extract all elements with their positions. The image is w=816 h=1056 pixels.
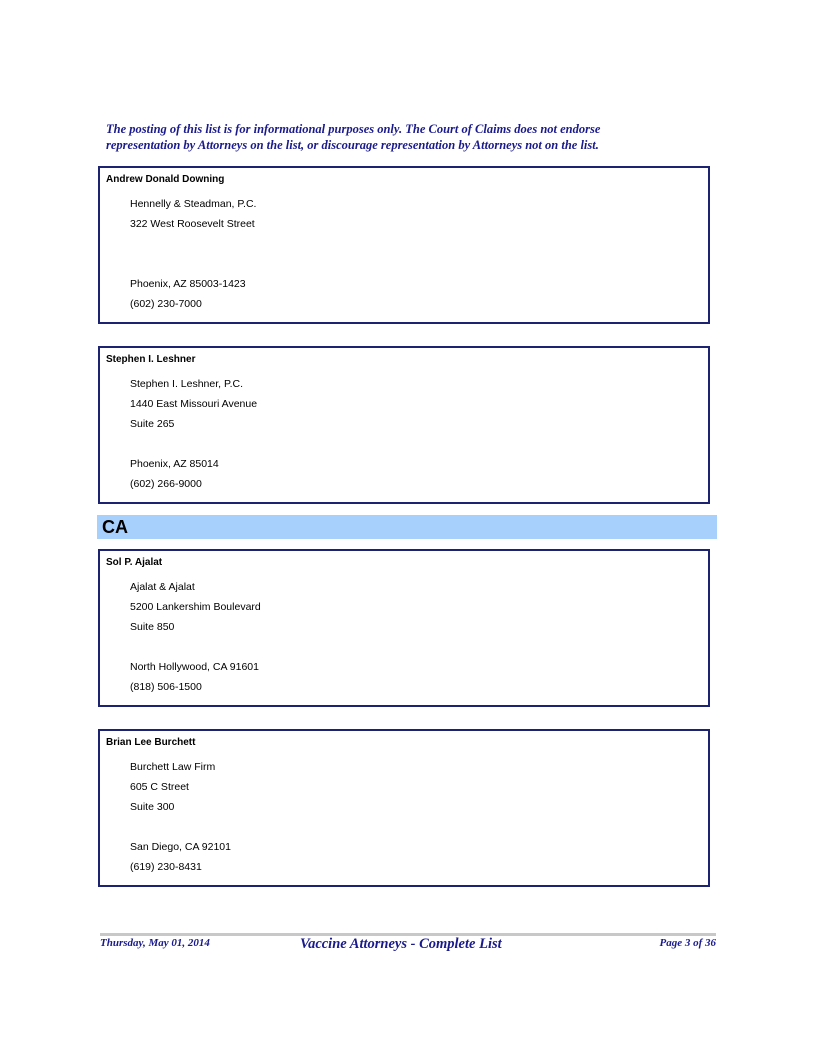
attorney-name: Stephen I. Leshner [106, 354, 196, 365]
attorney-city-state-zip: Phoenix, AZ 85014 [130, 458, 219, 470]
disclaimer-line-1: The posting of this list is for informational purposes only. The Court of Claims does not endorse [106, 122, 601, 136]
state-section-header [97, 515, 717, 539]
attorney-phone: (619) 230-8431 [130, 861, 202, 873]
attorney-city-state-zip: Phoenix, AZ 85003-1423 [130, 278, 246, 290]
attorney-name: Brian Lee Burchett [106, 737, 196, 748]
footer-date: Thursday, May 01, 2014 [100, 937, 210, 949]
attorney-card [98, 729, 710, 887]
attorney-address-1: 1440 East Missouri Avenue [130, 398, 258, 410]
attorney-phone: (602) 230-7000 [130, 298, 202, 310]
footer-page-number: Page 3 of 36 [659, 937, 716, 949]
attorney-city-state-zip: North Hollywood, CA 91601 [130, 661, 259, 673]
attorney-firm: Stephen I. Leshner, P.C. [130, 378, 244, 390]
state-label: CA [102, 517, 128, 537]
attorney-address-2: Suite 265 [130, 418, 175, 430]
attorney-address-2: Suite 300 [130, 801, 175, 813]
attorney-card [98, 549, 710, 707]
attorney-card [98, 166, 710, 324]
attorney-phone: (602) 266-9000 [130, 478, 202, 490]
attorney-firm: Burchett Law Firm [130, 761, 216, 773]
attorney-card [98, 346, 710, 504]
disclaimer [106, 121, 726, 153]
disclaimer-line-2: representation by Attorneys on the list, or discourage representation by Attorneys not on the list. [106, 138, 599, 152]
attorney-address-1: 5200 Lankershim Boulevard [130, 601, 261, 613]
attorney-name: Andrew Donald Downing [106, 174, 225, 185]
attorney-firm: Hennelly & Steadman, P.C. [130, 198, 257, 210]
attorney-name: Sol P. Ajalat [106, 557, 163, 568]
attorney-phone: (818) 506-1500 [130, 681, 202, 693]
footer-title: Vaccine Attorneys - Complete List [300, 936, 502, 952]
attorney-address-1: 605 C Street [130, 781, 189, 793]
attorney-address-2: Suite 850 [130, 621, 175, 633]
attorney-city-state-zip: San Diego, CA 92101 [130, 841, 231, 853]
attorney-firm: Ajalat & Ajalat [130, 581, 195, 593]
attorney-address-1: 322 West Roosevelt Street [130, 218, 255, 230]
